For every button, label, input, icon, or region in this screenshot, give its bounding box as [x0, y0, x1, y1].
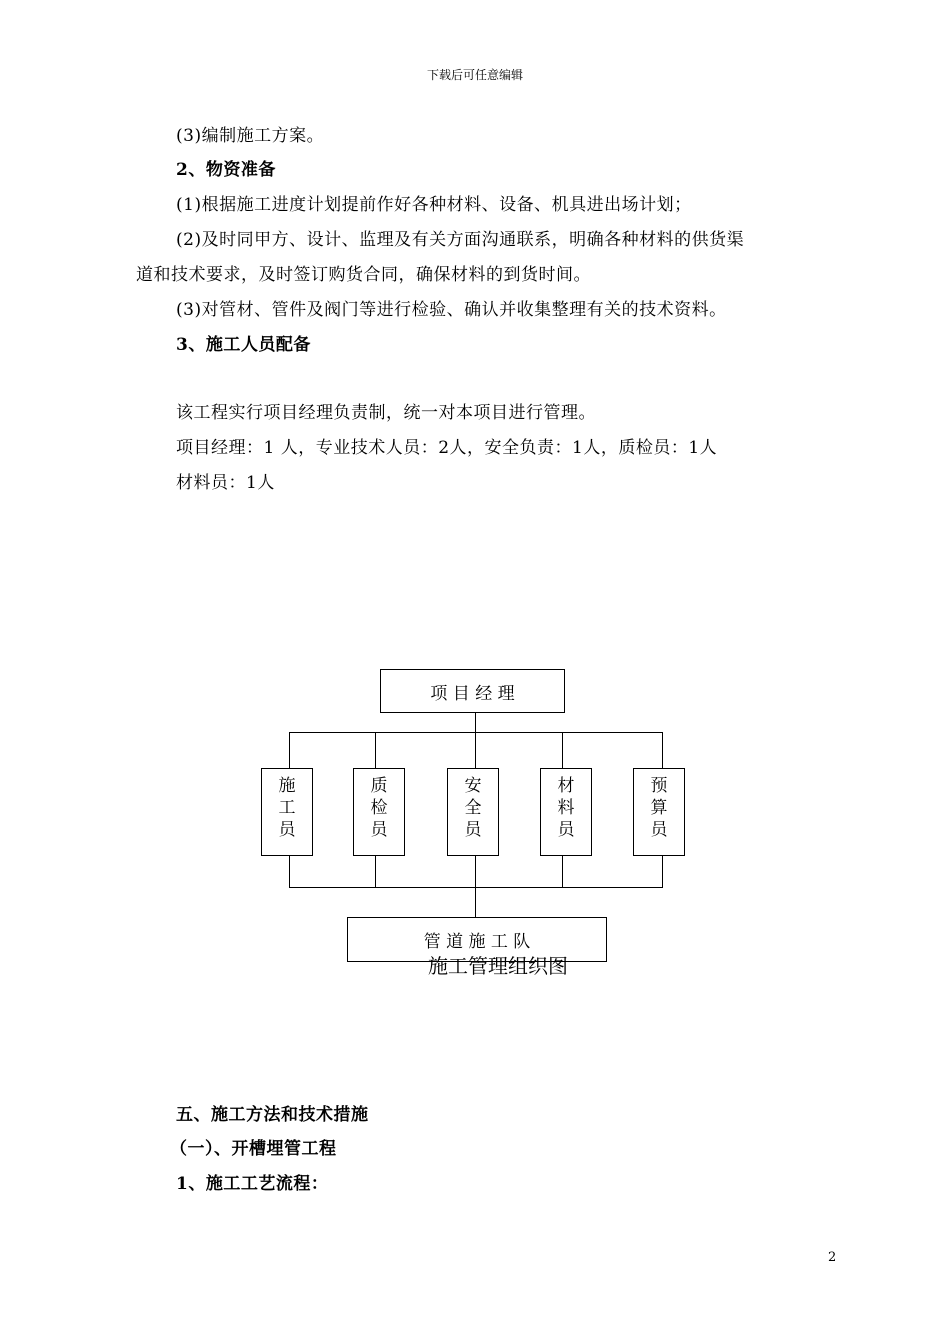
connector-role-2-top: [375, 732, 376, 768]
org-chart-caption: 施工管理组织图: [428, 954, 568, 978]
role-char: 全: [464, 798, 482, 818]
page-number: 2: [828, 1250, 837, 1265]
role-char: 材: [557, 776, 575, 796]
org-box-construction-worker: [261, 768, 313, 856]
role-char: 质: [370, 776, 388, 796]
org-box-safety-officer: [447, 768, 499, 856]
connector-role-2-bottom: [375, 855, 376, 888]
page-header: 下载后可任意编辑: [426, 68, 523, 82]
role-char: 预: [650, 776, 668, 796]
paragraph-material-3: (3)对管材、管件及阀门等进行检验、确认并收集整理有关的技术资料。: [176, 300, 727, 320]
paragraph-staffing-2: 项目经理：1 人，专业技术人员：2人，安全负责：1人，质检员：1人: [176, 438, 718, 458]
connector-role-5-bottom: [662, 855, 663, 888]
role-char: 员: [557, 820, 575, 840]
paragraph-staffing-3: 材料员：1人: [176, 473, 275, 493]
org-box-materials-officer: [540, 768, 592, 856]
org-box-budget-officer: [633, 768, 685, 856]
role-char: 工: [278, 798, 296, 818]
org-box-project-manager: 项 目 经 理: [380, 669, 565, 713]
role-char: 员: [650, 820, 668, 840]
org-box-quality-inspector: [353, 768, 405, 856]
heading-staffing: 3、施工人员配备: [176, 335, 311, 355]
paragraph-material-1: (1)根据施工进度计划提前作好各种材料、设备、机具进出场计划；: [176, 195, 692, 215]
role-char: 员: [370, 820, 388, 840]
heading-section-5: 五、施工方法和技术措施: [176, 1105, 369, 1125]
role-char: 算: [650, 798, 668, 818]
paragraph-material-2a: (2)及时同甲方、设计、监理及有关方面沟通联系，明确各种材料的供货渠: [176, 230, 745, 250]
connector-role-3-top: [475, 732, 476, 768]
role-char: 安: [464, 776, 482, 796]
role-char: 料: [557, 798, 575, 818]
paragraph-staffing-1: 该工程实行项目经理负责制，统一对本项目进行管理。: [176, 403, 596, 423]
role-char: 施: [278, 776, 296, 796]
connector-role-5-top: [662, 732, 663, 768]
connector-role-4-bottom: [562, 855, 563, 888]
heading-process-flow: 1、施工工艺流程：: [176, 1174, 329, 1194]
org-box-pipeline-team: [347, 917, 607, 962]
heading-material-prep: 2、物资准备: [176, 160, 276, 180]
connector-bottom-bus: [289, 887, 663, 888]
role-char: 员: [464, 820, 482, 840]
connector-top-vertical: [475, 712, 476, 733]
paragraph-material-2b: 道和技术要求，及时签订购货合同，确保材料的到货时间。: [136, 265, 591, 285]
paragraph-prepare-plan: (3)编制施工方案。: [176, 126, 325, 146]
connector-role-4-top: [562, 732, 563, 768]
connector-role-1-top: [289, 732, 290, 768]
heading-trench-pipe: （一）、开槽埋管工程: [170, 1139, 337, 1159]
connector-top-bus: [289, 732, 663, 733]
role-char: 员: [278, 820, 296, 840]
connector-role-1-bottom: [289, 855, 290, 888]
role-char: 检: [370, 798, 388, 818]
org-box-pipeline-team-label: 管 道 施 工 队: [422, 927, 533, 952]
